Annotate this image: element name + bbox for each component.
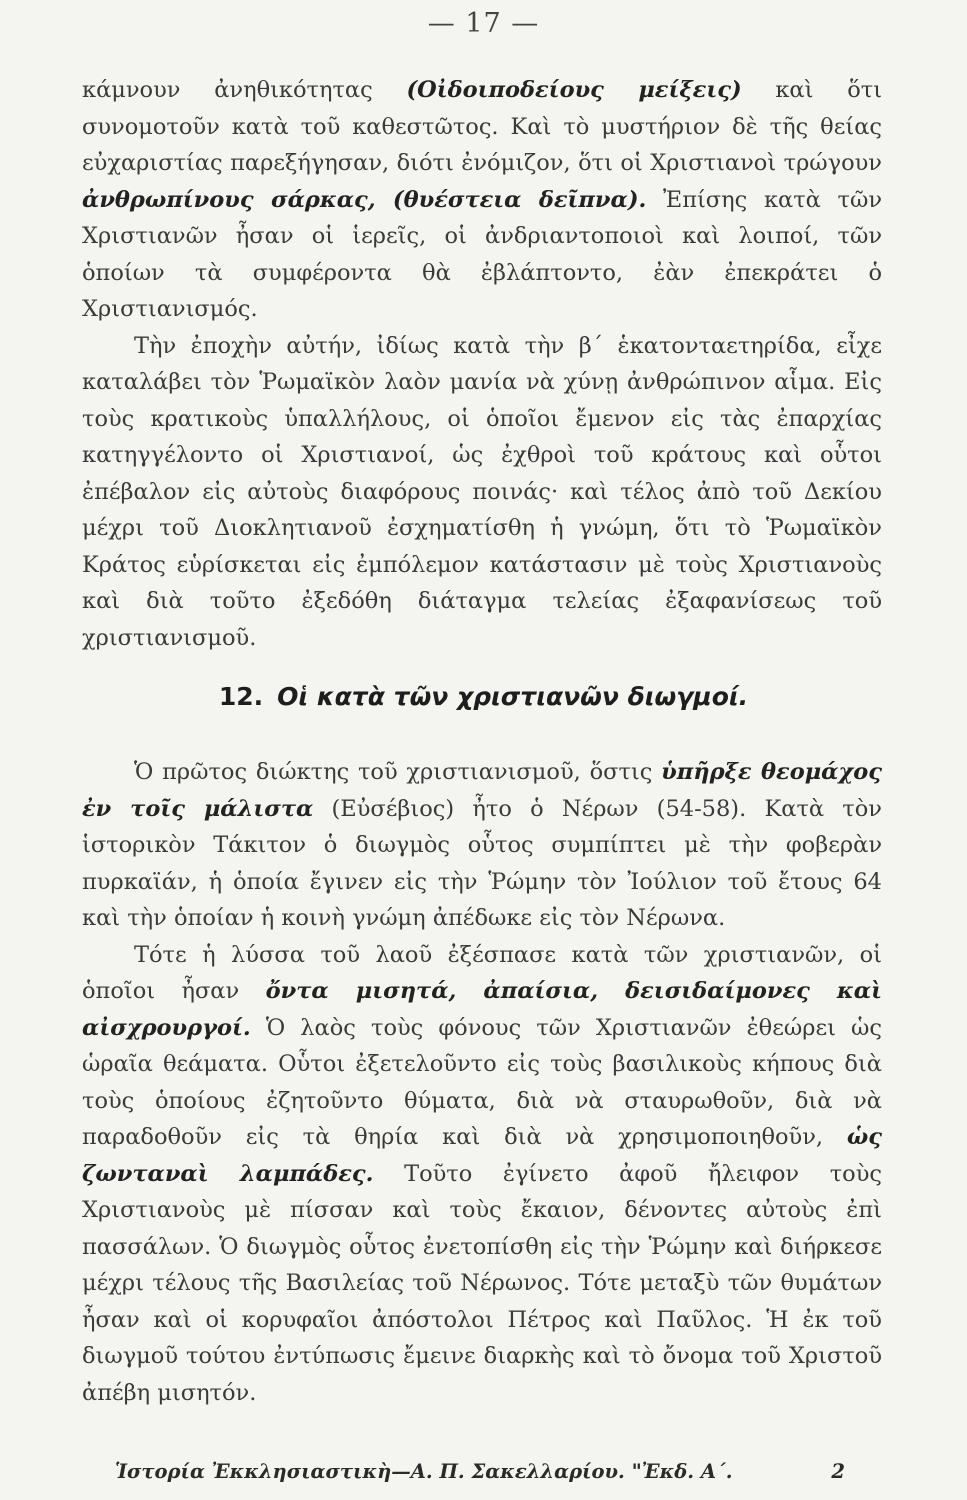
section-heading (0, 682, 967, 711)
paragraph (82, 754, 882, 937)
section-intro (82, 72, 882, 656)
text-run: καὶ ὅτι συνομοτοῦν κατὰ τοῦ καθεστῶτος. Καὶ τὸ μυστήριον δὲ τῆς θείας εὐχαριστίας παρεξήγησαν, διότι ἐνόμιζον, ὅτι οἱ Χριστιανοὶ τρώγουν (82, 77, 883, 176)
emphasis-text: ἀνθρωπίνους σάρκας, (θυέστεια δεῖπνα). (82, 186, 647, 213)
page-number: — 17 — (427, 8, 540, 39)
page-footer (115, 1460, 845, 1483)
paragraph: Τὴν ἐποχὴν αὐτήν, ἰδίως κατὰ τὴν β΄ ἑκατονταετηρίδα, εἶχε καταλάβει τὸν Ῥωμαϊκὸν λαὸν μανία νὰ χύνῃ ἀνθρώπινον αἷμα. Εἰς τοὺς κρατικοὺς ὑπαλλήλους, οἱ ὁποῖοι ἔμενον εἰς τὰς ἐπαρχίας κατηγγέλοντο οἱ Χριστιανοί, ὡς ἐχθροὶ τοῦ κράτους καὶ οὗτοι ἐπέβαλον εἰς αὐτοὺς διαφόρους ποινάς· καὶ τέλος ἀπὸ τοῦ Δεκίου μέχρι τοῦ Διοκλητιανοῦ ἐσχηματίσθη ἡ γνώμη, ὅτι τὸ Ῥωμαϊκὸν Κράτος εὑρίσκεται εἰς ἐμπόλεμον κατάστασιν μὲ τοὺς Χριστιανοὺς καὶ διὰ τοῦτο ἐξεδόθη διάταγμα τελείας ἐξαφανίσεως τοῦ χριστιανισμοῦ. (82, 332, 882, 651)
paragraph (82, 72, 882, 328)
paragraph (82, 937, 882, 1412)
text-run: Ὁ λαὸς τοὺς φόνους τῶν Χριστιανῶν ἐθεώρει ὡς ὡραῖα θεάματα. Οὗτοι ἐξετελοῦντο εἰς τοὺς βασιλικοὺς κήπους διὰ τοὺς ὁποίους ἐζητοῦντο θύματα, διὰ νὰ σταυρωθοῦν, διὰ νὰ παραδοθοῦν εἰς τὰ θηρία καὶ διὰ νὰ χρησιμοποιηθοῦν, (82, 1014, 882, 1150)
section-title: Οἱ κατὰ τῶν χριστιανῶν διωγμοί. (277, 682, 749, 711)
text-run: Ὁ πρῶτος διώκτης τοῦ χριστιανισμοῦ, ὅστις (134, 759, 662, 785)
section-number: 12. (218, 682, 264, 711)
emphasis-text: (Οἰδοιποδείους μείξεις) (406, 77, 742, 103)
section-persecutions (82, 754, 882, 1411)
footer-citation: Ἱστορία Ἐκκλησιαστικὴ—Α. Π. Σακελλαρίου. "Ἐκδ. Α΄. (115, 1460, 733, 1483)
text-run: Τοῦτο ἐγίνετο ἀφοῦ ἤλειφον τοὺς Χριστιανοὺς μὲ πίσσαν καὶ τοὺς ἔκαιον, δένοντες αὐτοὺς ἐπὶ πασσάλων. Ὁ διωγμὸς οὗτος ἐνετοπίσθη εἰς τὴν Ῥώμην καὶ διήρκεσε μέχρι τέλους τῆς Βασιλείας τοῦ Νέρωνος. Τότε μεταξὺ τῶν θυμάτων ἦσαν καὶ οἱ κορυφαῖοι ἀπόστολοι Πέτρος καὶ Παῦλος. Ἡ ἐκ τοῦ διωγμοῦ τούτου ἐντύπωσις ἔμεινε διαρκὴς καὶ τὸ ὄνομα τοῦ Χριστοῦ ἀπέβη μισητόν. (82, 1160, 882, 1406)
text-run: κάμνουν ἀνηθικότητας (82, 77, 407, 103)
text-run: Τότε ἡ λύσσα τοῦ λαοῦ ἐξέσπασε κατὰ τῶν χριστιανῶν, οἱ ὁποῖοι ἦσαν (82, 941, 882, 1004)
text-run: Ἐπίσης κατὰ τῶν Χριστιανῶν ἦσαν οἱ ἱερεῖς, οἱ ἀνδριαντοποιοὶ καὶ λοιποί, τῶν ὁποίων τὰ συμφέροντα θὰ ἐβλάπτοντο, ἐὰν ἐπεκράτει ὁ Χριστιανισμός. (82, 186, 882, 322)
emphasis-text: ὄντα μισητά, ἀπαίσια, δεισιδαίμονες καὶ αἰσχρουργοί. (82, 978, 882, 1041)
signature-mark: 2 (831, 1460, 845, 1483)
text-run: (Εὐσέβιος) ἦτο ὁ Νέρων (54-58). Κατὰ τὸν ἱστορικὸν Τάκιτον ὁ διωγμὸς οὗτος συμπίπτει μὲ τὴν φοβερὰν πυρκαϊάν, ἡ ὁποία ἔγινεν εἰς τὴν Ῥώμην τὸν Ἰούλιον τοῦ ἔτους 64 καὶ τὴν ὁποίαν ἡ κοινὴ γνώμη ἀπέδωκε εἰς τὸν Νέρωνα. (82, 795, 882, 931)
emphasis-text: ὡς ζωνταναὶ λαμπάδες. (82, 1124, 882, 1187)
emphasis-text: ὑπῆρξε θεομάχος ἐν τοῖς μάλιστα (82, 759, 882, 822)
